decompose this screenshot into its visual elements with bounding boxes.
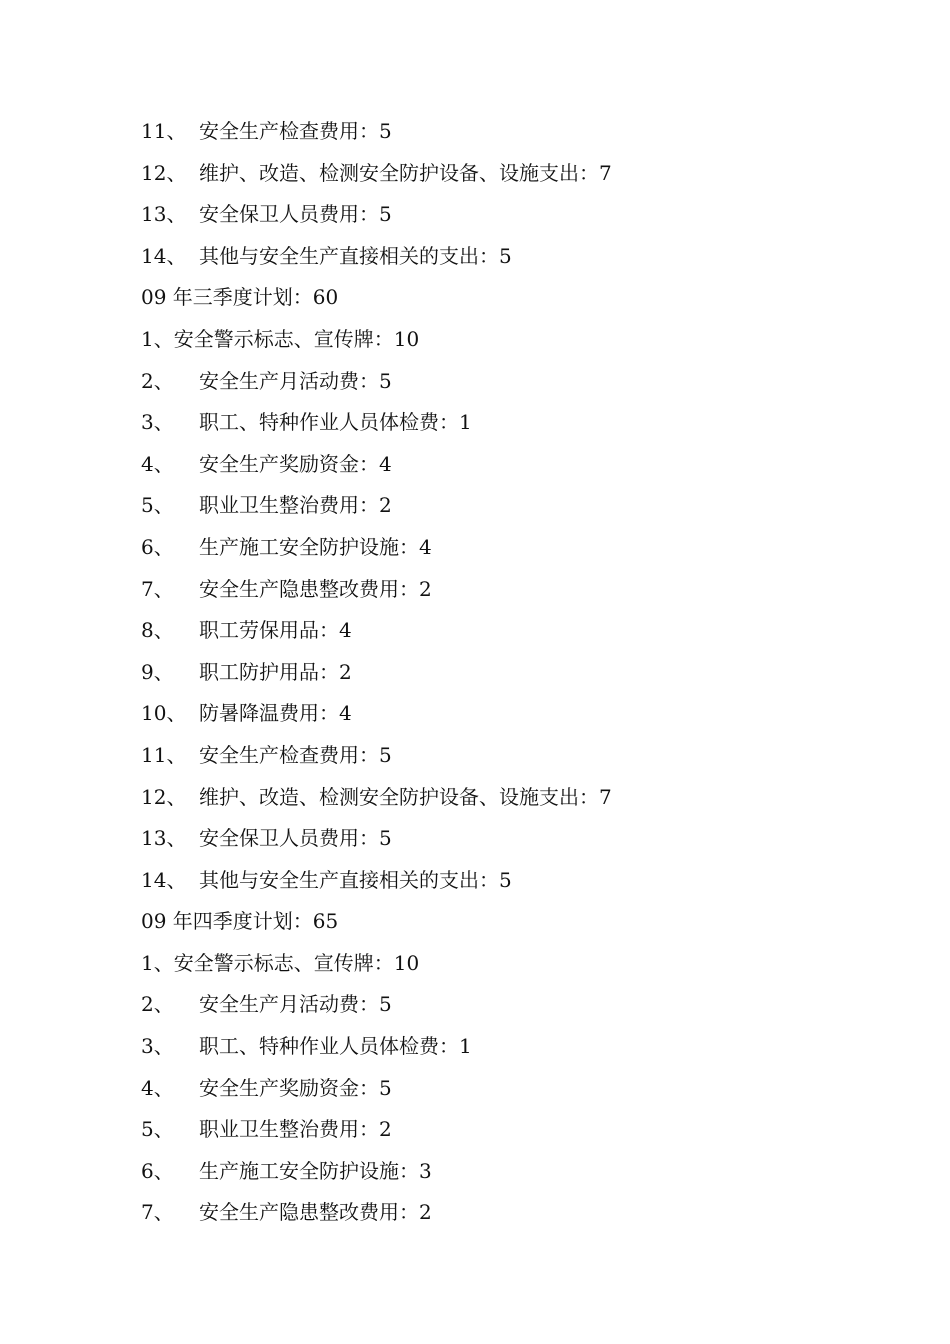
list-item	[141, 153, 901, 195]
item-text: 安全生产隐患整改费用：2	[199, 576, 432, 601]
item-number: 12、	[141, 784, 187, 809]
list-item	[141, 236, 901, 278]
item-number: 5、	[141, 493, 174, 518]
item-text: 安全警示标志、宣传牌：10	[173, 950, 420, 975]
item-text: 维护、改造、检测安全防护设备、设施支出：7	[199, 784, 612, 809]
item-number: 7、	[141, 1200, 174, 1225]
list-item	[141, 610, 901, 652]
item-text: 安全生产月活动费：5	[199, 992, 392, 1017]
section-heading	[141, 277, 901, 319]
item-number: 1、	[141, 326, 174, 351]
item-number: 9、	[141, 659, 174, 684]
section-heading-text: 09 年四季度计划：65	[141, 909, 339, 934]
list-item	[141, 194, 901, 236]
section-heading-text: 09 年三季度计划：60	[141, 285, 339, 310]
item-text: 安全警示标志、宣传牌：10	[173, 326, 420, 351]
list-item	[141, 1151, 901, 1193]
list-item	[141, 735, 901, 777]
item-number: 5、	[141, 1117, 174, 1142]
item-text: 职工、特种作业人员体检费：1	[199, 410, 472, 435]
item-text: 生产施工安全防护设施：4	[199, 534, 432, 559]
list-item	[141, 402, 901, 444]
item-text: 生产施工安全防护设施：3	[199, 1158, 432, 1183]
item-number: 6、	[141, 534, 174, 559]
item-number: 13、	[141, 202, 187, 227]
item-text: 安全生产检查费用：5	[199, 119, 392, 143]
item-text: 职工劳保用品：4	[199, 618, 352, 643]
item-text: 安全生产奖励资金：5	[199, 1075, 392, 1100]
item-number: 2、	[141, 992, 174, 1017]
list-item	[141, 984, 901, 1026]
list-item	[141, 319, 901, 361]
item-text: 安全保卫人员费用：5	[199, 826, 392, 851]
item-number: 3、	[141, 1034, 174, 1059]
document-body	[141, 111, 901, 1234]
list-item	[141, 444, 901, 486]
list-item	[141, 943, 901, 985]
item-text: 安全生产月活动费：5	[199, 368, 392, 393]
list-item	[141, 111, 901, 153]
list-item	[141, 693, 901, 735]
list-item	[141, 1068, 901, 1110]
item-text: 安全生产隐患整改费用：2	[199, 1200, 432, 1225]
item-number: 13、	[141, 826, 187, 851]
item-text: 其他与安全生产直接相关的支出：5	[199, 867, 512, 892]
list-item	[141, 1109, 901, 1151]
list-item	[141, 1192, 901, 1234]
list-item	[141, 1026, 901, 1068]
item-number: 4、	[141, 1075, 174, 1100]
item-number: 3、	[141, 410, 174, 435]
item-text: 防暑降温费用：4	[199, 701, 352, 726]
item-text: 职业卫生整治费用：2	[199, 1117, 392, 1142]
item-number: 11、	[141, 742, 187, 767]
item-number: 1、	[141, 950, 174, 975]
section-heading	[141, 901, 901, 943]
item-number: 14、	[141, 867, 187, 892]
item-text: 其他与安全生产直接相关的支出：5	[199, 243, 512, 268]
item-number: 6、	[141, 1158, 174, 1183]
item-number: 14、	[141, 243, 187, 268]
list-item	[141, 527, 901, 569]
item-number: 8、	[141, 618, 174, 643]
list-item	[141, 860, 901, 902]
list-item	[141, 777, 901, 819]
list-item	[141, 569, 901, 611]
item-number: 10、	[141, 701, 187, 726]
item-number: 11、	[141, 119, 187, 143]
item-text: 职业卫生整治费用：2	[199, 493, 392, 518]
item-text: 职工、特种作业人员体检费：1	[199, 1034, 472, 1059]
item-text: 安全生产检查费用：5	[199, 742, 392, 767]
item-text: 安全保卫人员费用：5	[199, 202, 392, 227]
list-item	[141, 361, 901, 403]
item-text: 维护、改造、检测安全防护设备、设施支出：7	[199, 160, 612, 185]
list-item	[141, 818, 901, 860]
item-number: 4、	[141, 451, 174, 476]
item-number: 7、	[141, 576, 174, 601]
item-number: 12、	[141, 160, 187, 185]
list-item	[141, 485, 901, 527]
list-item	[141, 652, 901, 694]
item-number: 2、	[141, 368, 174, 393]
item-text: 安全生产奖励资金：4	[199, 451, 392, 476]
item-text: 职工防护用品：2	[199, 659, 352, 684]
